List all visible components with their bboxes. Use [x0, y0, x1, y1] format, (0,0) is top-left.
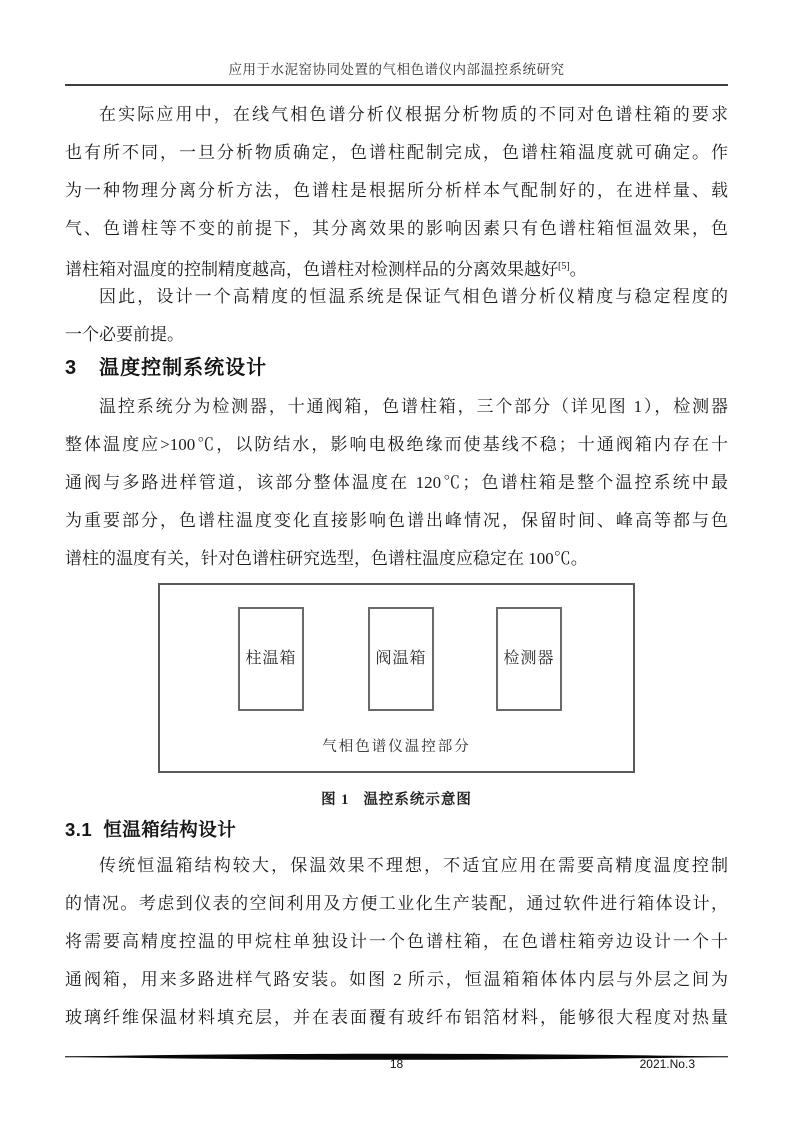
paragraph-line: 为重要部分，色谱柱温度变化直接影响色谱出峰情况，保留时间、峰高等都与色 — [65, 511, 728, 530]
diagram-box-column-oven — [238, 607, 304, 711]
paragraph-line: 通阀与多路进样管道，该部分整体温度在 120℃；色谱柱箱是整个温控系统中最 — [65, 473, 728, 492]
diagram-box-label: 阀温箱 — [375, 650, 427, 667]
paragraph-text: 谱柱箱对温度的控制精度越高，色谱柱对检测样品的分离效果越好 — [65, 260, 558, 279]
running-head-title: 应用于水泥窑协同处置的气相色谱仪内部温控系统研究 — [228, 62, 565, 77]
figure-1-diagram — [158, 583, 635, 773]
paragraph-line: 因此，设计一个高精度的恒温系统是保证气相色谱分析仪精度与稳定程度的 — [99, 287, 728, 306]
diagram-group-label: 气相色谱仪温控部分 — [322, 739, 471, 755]
section-number: 3.1 — [65, 819, 93, 840]
paragraph-line: 谱柱的温度有关，针对色谱柱研究选型，色谱柱温度应稳定在 100℃。 — [65, 549, 588, 568]
figure-caption-text: 温控系统示意图 — [363, 792, 472, 808]
paragraph-line: 整体温度应>100℃，以防结水，影响电极绝缘而使基线不稳；十通阀箱内存在十 — [65, 435, 728, 454]
diagram-box-label: 检测器 — [503, 650, 555, 667]
citation-ref-5: [5] — [558, 261, 570, 272]
section-heading-3-1 — [65, 816, 236, 842]
section-title: 恒温箱结构设计 — [103, 819, 237, 840]
body-paragraph-2 — [65, 278, 728, 354]
section-title: 温度控制系统设计 — [99, 357, 268, 379]
paragraph-line: 也有所不同，一旦分析物质确定，色谱柱配制完成，色谱柱箱温度就可确定。作 — [65, 143, 728, 162]
diagram-box-detector — [496, 607, 562, 711]
paragraph-line: 玻璃纤维保温材料填充层，并在表面覆有玻纤布铝箔材料，能够很大程度对热量 — [65, 1008, 728, 1027]
header-rule — [65, 84, 728, 86]
body-paragraph-1 — [65, 96, 728, 286]
figure-1-caption — [0, 788, 793, 809]
footer-rule — [65, 1048, 728, 1056]
paragraph-line: 传统恒温箱结构较大，保温效果不理想，不适宜应用在需要高精度温度控制 — [99, 856, 728, 875]
paragraph-line: 的情况。考虑到仪表的空间利用及方便工业化生产装配，通过软件进行箱体设计， — [65, 894, 728, 913]
footer-issue-label: 2021.No.3 — [639, 1057, 695, 1071]
paragraph-line: 将需要高精度控温的甲烷柱单独设计一个色谱柱箱，在色谱柱箱旁边设计一个十 — [65, 932, 728, 951]
diagram-box-valve-oven — [368, 607, 434, 711]
section-heading-3 — [65, 351, 267, 380]
body-paragraph-3 — [65, 388, 728, 578]
body-paragraph-4 — [65, 847, 728, 1037]
paragraph-line: 在实际应用中，在线气相色谱分析仪根据分析物质的不同对色谱柱箱的要求 — [99, 105, 728, 124]
paragraph-line: 通阀箱，用来多路进样气路安装。如图 2 所示，恒温箱箱体体内层与外层之间为 — [65, 970, 728, 989]
paragraph-line: 气、色谱柱等不变的前提下，其分离效果的影响因素只有色谱柱箱恒温效果，色 — [65, 219, 728, 238]
diagram-box-label: 柱温箱 — [245, 650, 297, 667]
paragraph-line: 一个必要前提。 — [65, 325, 184, 344]
footer-page-number: 18 — [389, 1057, 404, 1071]
paragraph-text: 。 — [569, 260, 587, 279]
section-number: 3 — [65, 357, 78, 379]
paragraph-line: 为一种物理分离分析方法，色谱柱是根据所分析样本气配制好的，在进样量、载 — [65, 181, 728, 200]
figure-caption-number: 图 1 — [321, 792, 350, 808]
paragraph-line: 温控系统分为检测器，十通阀箱，色谱柱箱，三个部分（详见图 1），检测器 — [99, 397, 728, 416]
